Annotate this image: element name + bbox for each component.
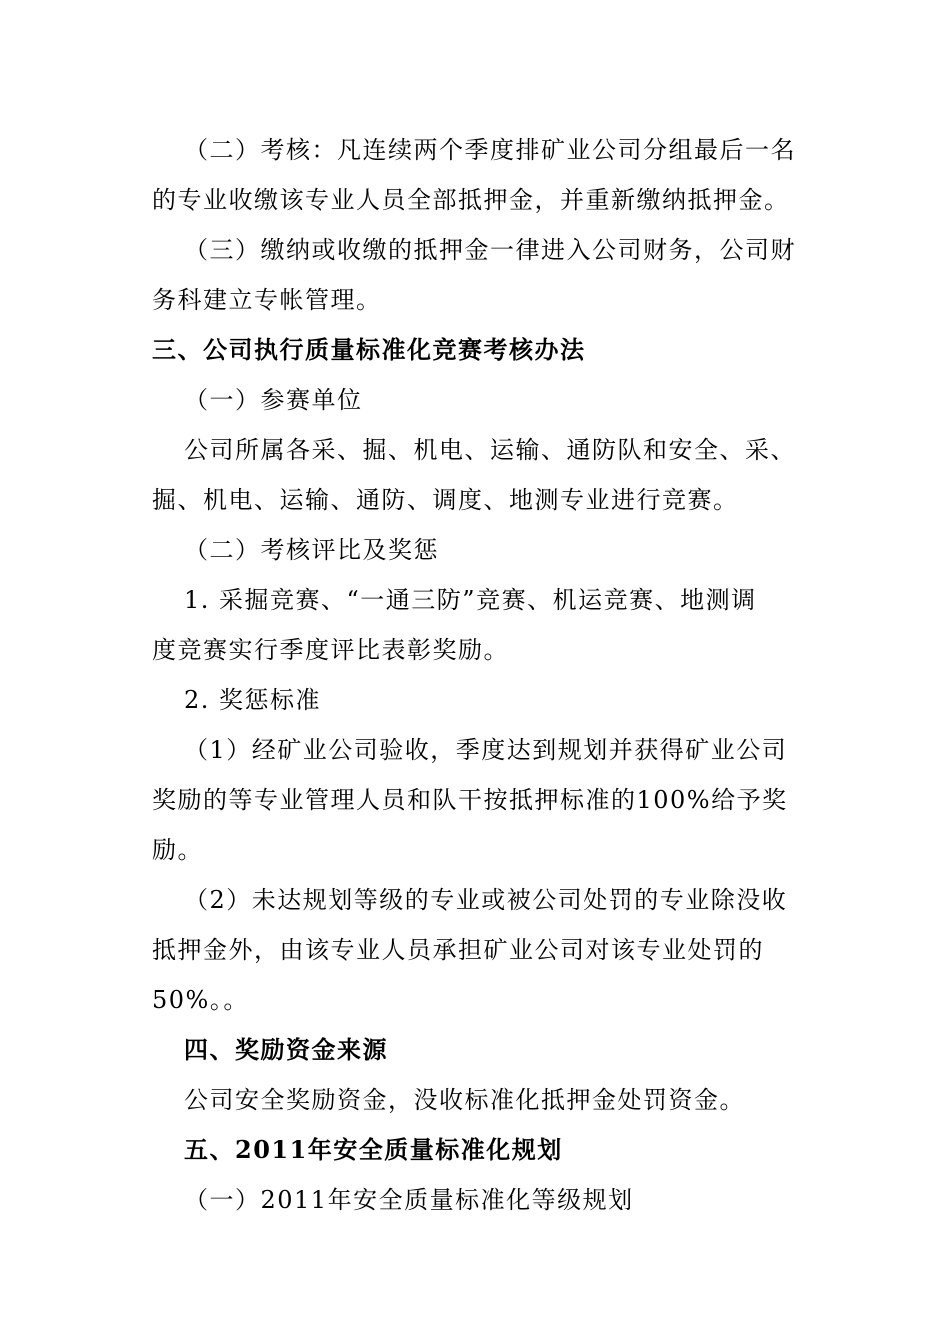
paragraph-line: （1）经矿业公司验收，季度达到规划并获得矿业公司 — [184, 736, 788, 764]
paragraph-line: 掘、机电、运输、通防、调度、地测专业进行竞赛。 — [152, 486, 739, 514]
subsection-heading: （一）2011年安全质量标准化等级规划 — [184, 1186, 634, 1214]
section-heading: 四、奖励资金来源 — [184, 1035, 388, 1064]
paragraph-line: 度竞赛实行季度评比表彰奖励。 — [152, 636, 509, 664]
section-heading: 三、公司执行质量标准化竞赛考核办法 — [152, 335, 586, 364]
subsection-heading: （二）考核评比及奖惩 — [184, 536, 439, 564]
paragraph-line: 2. 奖惩标准 — [184, 686, 322, 714]
subsection-heading: （一）参赛单位 — [184, 386, 363, 414]
paragraph-line: 抵押金外，由该专业人员承担矿业公司对该专业处罚的 — [152, 936, 764, 964]
section-heading: 五、2011年安全质量标准化规划 — [184, 1135, 563, 1164]
paragraph-line: 励。 — [152, 836, 203, 864]
paragraph-line: 的专业收缴该专业人员全部抵押金，并重新缴纳抵押金。 — [152, 186, 790, 214]
paragraph-line: 公司安全奖励资金，没收标准化抵押金处罚资金。 — [184, 1086, 745, 1114]
paragraph-line: 奖励的等专业管理人员和队干按抵押标准的100%给予奖 — [152, 786, 788, 814]
paragraph-line: 1. 采掘竞赛、“一通三防”竞赛、机运竞赛、地测调 — [184, 586, 757, 614]
paragraph-line: 务科建立专帐管理。 — [152, 286, 382, 314]
paragraph-line: 公司所属各采、掘、机电、运输、通防队和安全、采、 — [184, 436, 796, 464]
paragraph-line: 50%。。 — [152, 986, 249, 1014]
paragraph-line: （二）考核：凡连续两个季度排矿业公司分组最后一名 — [184, 136, 796, 164]
paragraph-line: （2）未达规划等级的专业或被公司处罚的专业除没收 — [184, 886, 788, 914]
paragraph-line: （三）缴纳或收缴的抵押金一律进入公司财务，公司财 — [184, 236, 796, 264]
